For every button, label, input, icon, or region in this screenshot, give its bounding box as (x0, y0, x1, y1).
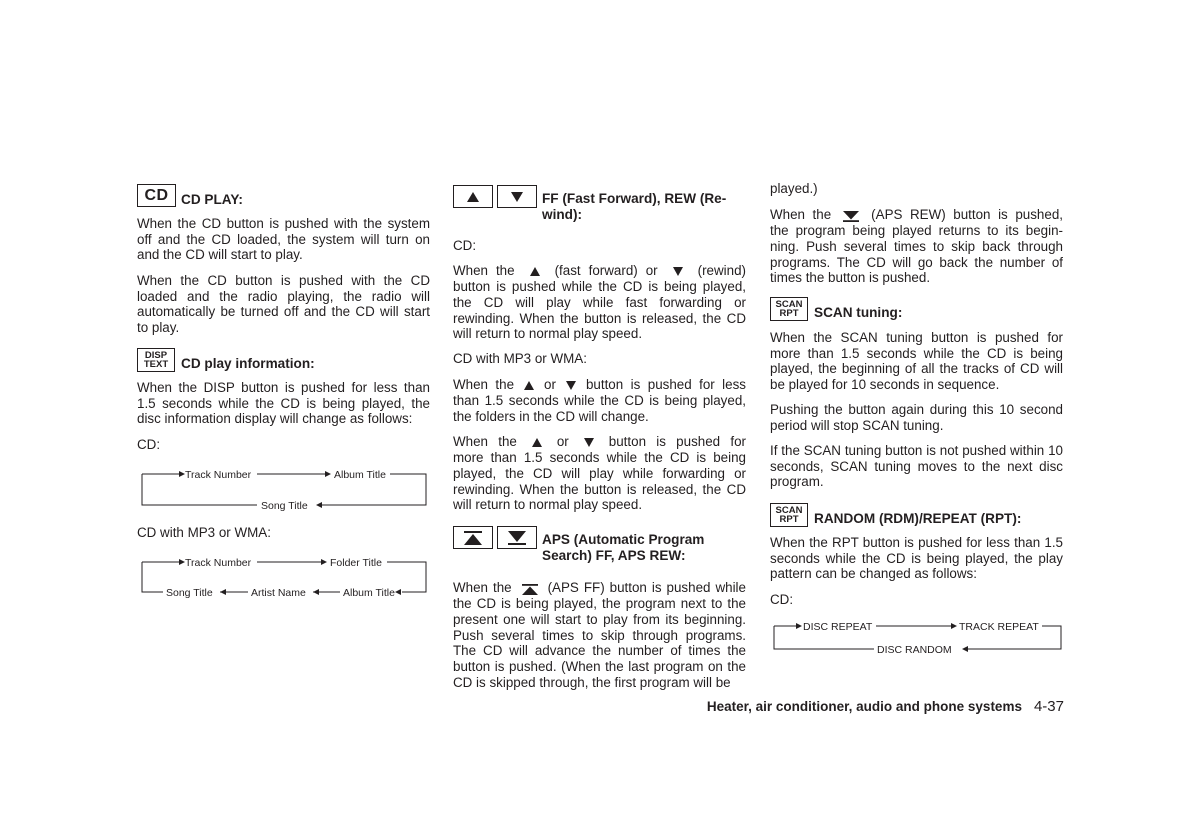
skip-up-icon (512, 581, 548, 597)
rpt-flow-diagram (770, 616, 1063, 660)
cd-label: CD: (137, 437, 161, 452)
rpt-cd-label: CD: (770, 592, 794, 607)
up-arrow-icon (514, 378, 544, 394)
flow-album-title: Album Title (334, 469, 386, 481)
flow2-arrow-5 (220, 589, 226, 595)
cd-button-icon: CD (137, 184, 176, 207)
cd-display-flow-diagram (137, 462, 430, 514)
flow-arrow-2 (325, 471, 331, 477)
cd-info-paragraph: When the DISP button is pushed for less than 1.5 seconds while the CD is being played, the disc information display will change as follows: (137, 380, 430, 427)
skip-up-icon (463, 531, 483, 545)
ff-p3-rest: more than 1.5 seconds while the CD is being played, the CD will play while forwarding or rewinding. When the button is released, the CD will return to normal play speed. (453, 450, 746, 513)
ff-p1-c: (rewind) (697, 263, 746, 278)
rpt-track-repeat: TRACK REPEAT (959, 621, 1039, 633)
aps-heading (453, 526, 746, 564)
aps-p1-rest: the CD is being played, the program next to the present one will start to play from its beginning. Push several times to skip through programs. The CD will advance the number of times the button is pushed. (When the last program on the CD is skipped through, the first program will be (453, 596, 746, 690)
scan-key-line1: SCAN (775, 298, 803, 310)
mp3-display-flow-diagram (137, 552, 430, 604)
flow2-album-title: Album Title (343, 587, 395, 599)
rpt-paragraph: When the RPT button is pushed for less than 1.5 seconds while the CD is being played, the play pattern can be changed as follows: (770, 535, 1063, 582)
rpt-key-line2: RPT (779, 514, 799, 525)
ff-mp3-label: CD with MP3 or WMA: (453, 351, 587, 366)
down-arrow-icon (658, 264, 698, 280)
flow2-song-title: Song Title (166, 587, 213, 599)
ff-p1-rest: button is pushed while the CD is being played, the CD will play while fast forwarding or rewinding. When the button is released, the CD will return to normal play speed. (453, 279, 746, 342)
aps-title-line2: Search) FF, APS REW: (542, 548, 686, 563)
aps-title (542, 532, 704, 564)
ff-p3-b: or (556, 434, 569, 449)
up-arrow-icon (515, 264, 555, 280)
page-number: 4-37 (1033, 698, 1064, 715)
skip-down-icon (507, 531, 527, 545)
scan-paragraph-3: If the SCAN tuning button is not pushed within 10 seconds, SCAN tuning moves to the next disc program. (770, 443, 1063, 490)
disp-text-key-line1: DISP (144, 349, 168, 361)
ff-p2-b: or (544, 377, 556, 392)
rpt-disc-random: DISC RANDOM (877, 644, 952, 656)
ff-paragraph-2 (453, 377, 746, 425)
ff-p2-rest: than 1.5 seconds while the CD is being played, the folders in the CD will change. (453, 393, 746, 424)
played-continuation: played.) (770, 181, 818, 196)
flow2-arrow-4 (313, 589, 319, 595)
flow-song-title: Song Title (261, 500, 308, 512)
cd-info-title: CD play information: (181, 356, 315, 371)
flow2-artist-name: Artist Name (251, 587, 306, 599)
scan-rpt-button-icon (770, 297, 808, 321)
aps-title-line1: APS (Automatic Program (542, 532, 705, 547)
rpt-key-line1: SCAN (775, 504, 803, 516)
ff-rew-title (542, 191, 726, 223)
skip-down-icon (831, 208, 871, 224)
scan-heading (770, 297, 1063, 321)
flow-track-number: Track Number (185, 469, 252, 481)
ff-p3-a: When the (453, 434, 517, 449)
ff-cd-label: CD: (453, 238, 477, 253)
ff-p1-b: (fast forward) or (554, 263, 658, 278)
aps-p1-b: (APS FF) button is pushed while (547, 580, 746, 595)
ff-p2-c: button is pushed for less (585, 377, 746, 392)
flow2-line-left (142, 562, 163, 592)
ff-rew-title-line1: FF (Fast Forward), REW (Re- (542, 191, 727, 206)
aps-rew-button-icon (497, 526, 537, 549)
cd-info-heading (137, 348, 430, 372)
aps-rew-paragraph (770, 207, 1063, 286)
ff-p3-c: button is pushed for (608, 434, 746, 449)
aps-rew-a: When the (770, 207, 832, 222)
aps-rew-rest: the program being played returns to its begin-ning. Push several times to skip back through programs. The CD will go back the number of times the button is pushed. (770, 223, 1063, 286)
page-footer (640, 698, 1064, 715)
aps-p1-a: When the (453, 580, 512, 595)
scan-key-line2: RPT (779, 308, 799, 319)
rpt-arrow-1 (796, 623, 802, 629)
scan-paragraph-1: When the SCAN tuning button is pushed for more than 1.5 seconds while the CD is being played, the beginning of all the tracks of CD will be played for 10 seconds in sequence. (770, 330, 1063, 393)
flow2-track-number: Track Number (185, 557, 252, 569)
ff-button-icon (453, 185, 493, 208)
rpt-title: RANDOM (RDM)/REPEAT (RPT): (814, 511, 1022, 526)
scan-rpt-button-icon (770, 503, 808, 527)
down-arrow-icon (569, 435, 609, 451)
ff-paragraph-3 (453, 434, 746, 513)
cd-play-title: CD PLAY: (181, 192, 243, 207)
disp-text-key-line2: TEXT (143, 359, 169, 370)
aps-ff-button-icon (453, 526, 493, 549)
aps-paragraph (453, 580, 746, 691)
disp-text-button-icon (137, 348, 175, 372)
cd-play-paragraph-1: When the CD button is pushed with the system off and the CD loaded, the system will turn on and the CD will start to play. (137, 216, 430, 263)
ff-p1-a: When the (453, 263, 515, 278)
scan-paragraph-2: Pushing the button again during this 10 second period will stop SCAN tuning. (770, 402, 1063, 433)
rpt-disc-repeat: DISC REPEAT (803, 621, 873, 633)
ff-p2-a: When the (453, 377, 515, 392)
cd-play-heading (137, 184, 430, 208)
ff-paragraph-1 (453, 263, 746, 342)
flow2-arrow-2 (321, 559, 327, 565)
mp3-label: CD with MP3 or WMA: (137, 525, 271, 540)
aps-rew-b: (APS REW) button is pushed, (871, 207, 1063, 222)
up-arrow-icon (517, 435, 557, 451)
scan-title: SCAN tuning: (814, 305, 903, 320)
rpt-arrow-3 (962, 646, 968, 652)
flow-arrow-3 (316, 502, 322, 508)
flow2-arrow-3 (395, 589, 401, 595)
rpt-arrow-2 (951, 623, 957, 629)
ff-rew-heading (453, 185, 746, 223)
footer-section-title: Heater, air conditioner, audio and phone systems (706, 699, 1022, 714)
down-arrow-icon (556, 378, 586, 394)
cd-play-paragraph-2: When the CD button is pushed with the CD loaded and the radio playing, the radio will automatically be turned off and the CD will start to play. (137, 273, 430, 336)
ff-rew-title-line2: wind): (542, 207, 583, 222)
rpt-heading (770, 503, 1063, 527)
flow2-folder-title: Folder Title (330, 557, 382, 569)
up-arrow-icon (467, 192, 479, 202)
rew-button-icon (497, 185, 537, 208)
down-arrow-icon (511, 192, 523, 202)
